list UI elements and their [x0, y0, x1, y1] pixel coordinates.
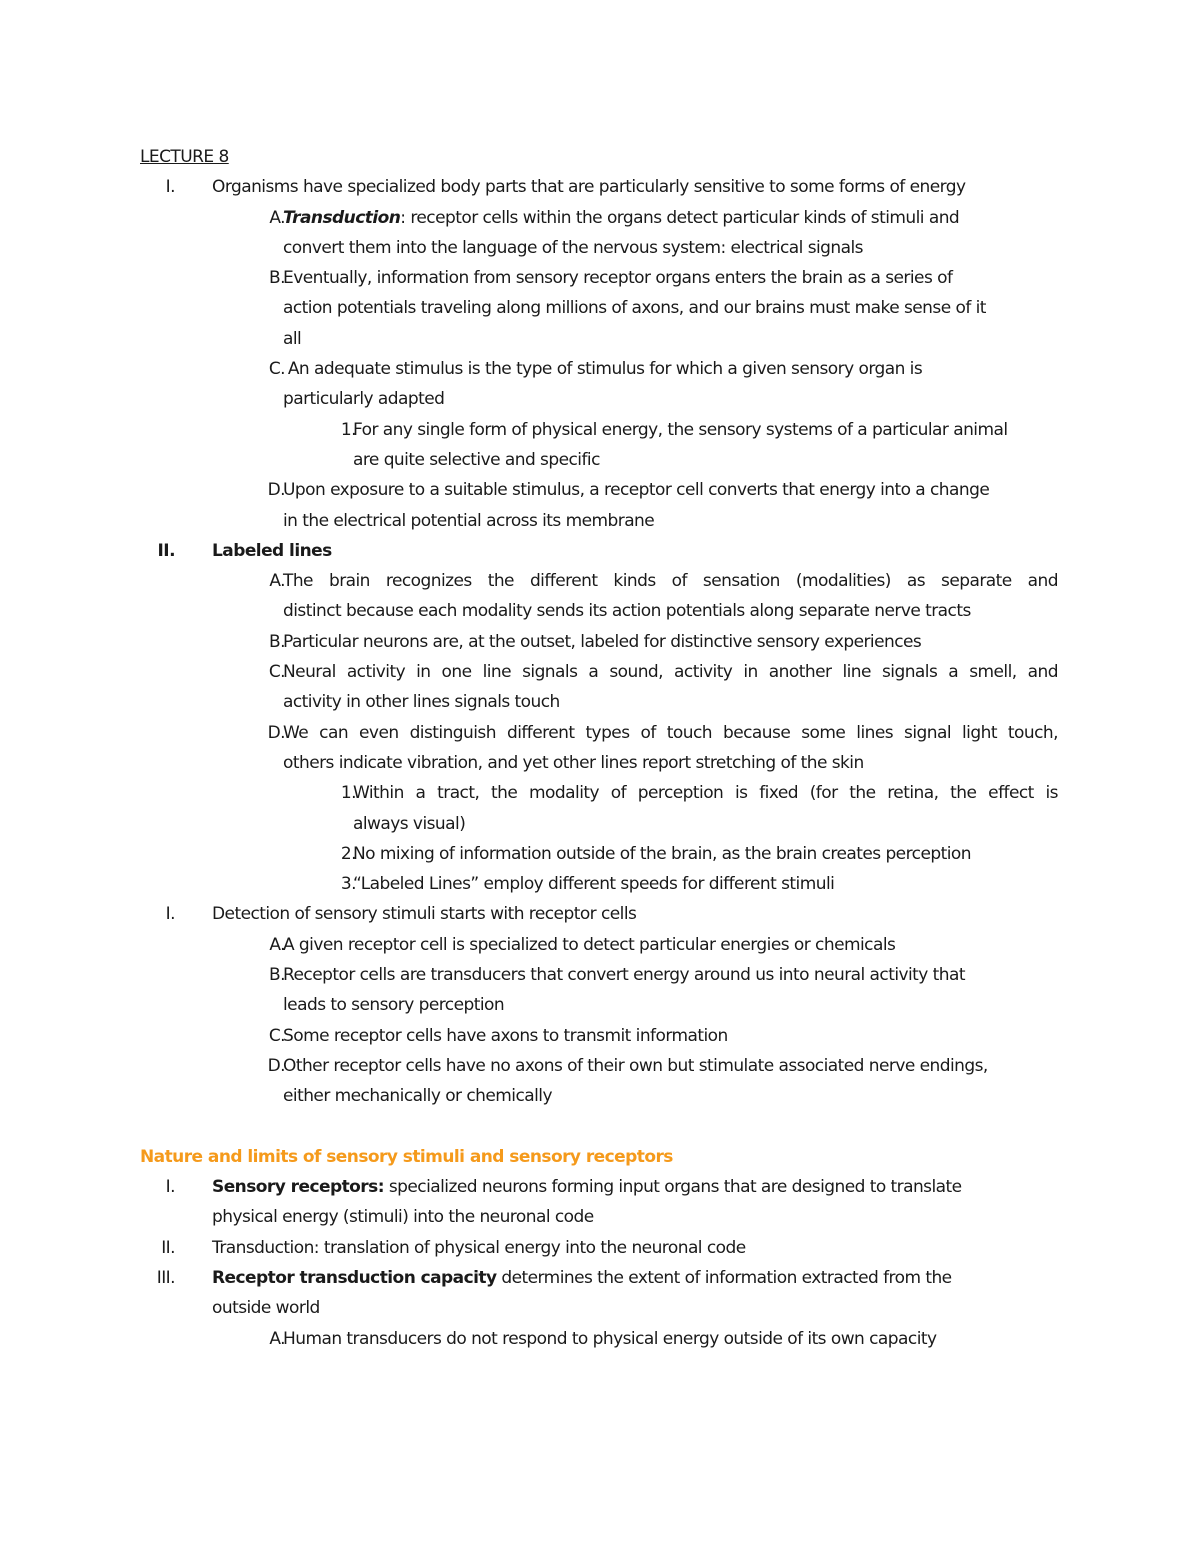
item-text: Transduction: translation of physical energy into the neuronal code [212, 1237, 746, 1258]
alpha-marker: C. [268, 662, 285, 683]
item-text: Organisms have specialized body parts that are particularly sensitive to some forms of energy [212, 177, 966, 198]
title-line [140, 142, 1080, 172]
outline-subitem-continued [140, 1081, 1080, 1111]
outline-subsubitem [140, 869, 1080, 899]
number-marker: 1. [340, 783, 356, 804]
outline-subitem [140, 475, 1080, 505]
number-marker: 2. [340, 843, 356, 864]
roman-marker: I. [165, 904, 175, 925]
outline-subitem-continued [140, 324, 1080, 354]
item-text-rest: : receptor cells within the organs detect particular kinds of stimuli and [400, 207, 960, 228]
outline-item [140, 1172, 1080, 1202]
item-text: activity in other lines signals touch [283, 692, 560, 713]
roman-marker: III. [156, 1267, 175, 1288]
item-text: An adequate stimulus is the type of stimulus for which a given sensory organ is [283, 359, 923, 380]
item-text: Some receptor cells have axons to transmit information [283, 1025, 728, 1046]
item-text: Within a tract, the modality of perception is fixed (for the retina, the effect is [353, 783, 1058, 804]
item-text: For any single form of physical energy, the sensory systems of a particular animal [353, 419, 1008, 440]
lecture-notes [140, 142, 1080, 1354]
roman-marker: II. [157, 540, 175, 561]
outline-item-continued [140, 1293, 1080, 1323]
outline-subitem [140, 718, 1080, 748]
item-text-rest: determines the extent of information extracted from the [496, 1267, 952, 1288]
outline-subitem [140, 354, 1080, 384]
item-text [212, 1172, 962, 1202]
alpha-marker: A. [269, 1328, 285, 1349]
item-text: convert them into the language of the nervous system: electrical signals [283, 237, 863, 258]
outline-subsubitem-continued [140, 445, 1080, 475]
outline-subitem-continued [140, 687, 1080, 717]
alpha-marker: B. [269, 631, 285, 652]
outline-subsubitem-continued [140, 809, 1080, 839]
outline-subitem-continued [140, 384, 1080, 414]
number-marker: 1. [340, 419, 356, 440]
item-text: A given receptor cell is specialized to detect particular energies or chemicals [283, 934, 896, 955]
outline-subitem-continued [140, 506, 1080, 536]
item-text: Eventually, information from sensory receptor organs enters the brain as a series of [283, 268, 953, 289]
item-text: Labeled lines [212, 540, 332, 561]
item-text: We can even distinguish different types of touch because some lines signal light touch, [283, 722, 1058, 743]
outline-item [140, 1263, 1080, 1293]
alpha-marker: A. [269, 207, 285, 228]
blank-line [140, 1112, 1080, 1142]
item-text: outside world [212, 1298, 320, 1319]
alpha-marker: B. [269, 965, 285, 986]
outline-subitem [140, 930, 1080, 960]
outline-item [140, 172, 1080, 202]
item-text: either mechanically or chemically [283, 1086, 552, 1107]
outline-subitem [140, 1051, 1080, 1081]
lecture-title: LECTURE 8 [140, 147, 229, 167]
outline-subitem-continued [140, 596, 1080, 626]
outline-item-continued [140, 1202, 1080, 1232]
item-text-rest: specialized neurons forming input organs that are designed to translate [383, 1177, 962, 1198]
alpha-marker: C. [268, 359, 285, 380]
outline-subitem [140, 203, 1080, 233]
item-text: Detection of sensory stimuli starts with receptor cells [212, 904, 637, 925]
roman-marker: I. [165, 177, 175, 198]
roman-marker: I. [165, 1177, 175, 1198]
section-heading-line [140, 1142, 1080, 1172]
item-text: all [283, 328, 302, 349]
outline-subsubitem [140, 415, 1080, 445]
alpha-marker: D. [267, 480, 285, 501]
outline-subitem [140, 960, 1080, 990]
item-text: Receptor cells are transducers that convert energy around us into neural activity that [283, 965, 965, 986]
outline-subitem [140, 627, 1080, 657]
outline-subitem [140, 657, 1080, 687]
outline-subitem-continued [140, 748, 1080, 778]
item-text: No mixing of information outside of the brain, as the brain creates perception [353, 843, 971, 864]
item-text: leads to sensory perception [283, 995, 505, 1016]
alpha-marker: D. [267, 722, 285, 743]
item-text: Neural activity in one line signals a sound, activity in another line signals a smell, and [283, 662, 1058, 683]
item-text: Other receptor cells have no axons of their own but stimulate associated nerve endings, [283, 1055, 988, 1076]
item-text: The brain recognizes the different kinds of sensation (modalities) as separate and [283, 571, 1058, 592]
item-text: Human transducers do not respond to physical energy outside of its own capacity [283, 1328, 937, 1349]
outline-item [140, 899, 1080, 929]
outline-subitem [140, 566, 1080, 596]
item-text: Upon exposure to a suitable stimulus, a receptor cell converts that energy into a change [283, 480, 990, 501]
alpha-marker: A. [269, 571, 285, 592]
item-text [212, 1263, 952, 1293]
alpha-marker: A. [269, 934, 285, 955]
item-text: others indicate vibration, and yet other lines report stretching of the skin [283, 752, 864, 773]
item-text: physical energy (stimuli) into the neuronal code [212, 1207, 594, 1228]
item-text [283, 203, 959, 233]
item-text: action potentials traveling along millions of axons, and our brains must make sense of it [283, 298, 986, 319]
item-text: Particular neurons are, at the outset, labeled for distinctive sensory experiences [283, 631, 922, 652]
alpha-marker: D. [267, 1055, 285, 1076]
outline-subitem-continued [140, 990, 1080, 1020]
outline-subitem-continued [140, 233, 1080, 263]
outline-subsubitem [140, 778, 1080, 808]
item-text: are quite selective and specific [353, 449, 600, 470]
outline-subsubitem [140, 839, 1080, 869]
outline-subitem [140, 1021, 1080, 1051]
emphasis-term: Transduction [283, 207, 401, 228]
bold-term: Sensory receptors: [212, 1177, 384, 1198]
item-text: particularly adapted [283, 389, 445, 410]
item-text: distinct because each modality sends its action potentials along separate nerve tracts [283, 601, 971, 622]
item-text: always visual) [353, 813, 466, 834]
alpha-marker: B. [269, 268, 285, 289]
bold-term: Receptor transduction capacity [212, 1267, 497, 1288]
item-text: “Labeled Lines” employ different speeds for different stimuli [353, 874, 835, 895]
section-heading: Nature and limits of sensory stimuli and sensory receptors [140, 1146, 673, 1167]
outline-item [140, 536, 1080, 566]
number-marker: 3. [340, 874, 356, 895]
outline-subitem-continued [140, 293, 1080, 323]
alpha-marker: C. [268, 1025, 285, 1046]
item-text: in the electrical potential across its membrane [283, 510, 655, 531]
roman-marker: II. [161, 1237, 175, 1258]
outline-item [140, 1233, 1080, 1263]
outline-subitem [140, 263, 1080, 293]
outline-subitem [140, 1324, 1080, 1354]
